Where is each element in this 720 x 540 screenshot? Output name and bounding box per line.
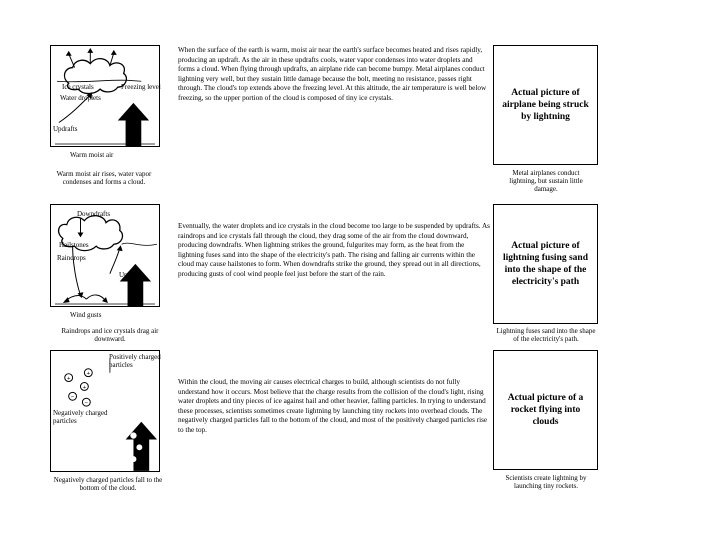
warm-moist-air-label: Warm moist air (70, 151, 114, 159)
picture-placeholder-rocket-label: Actual picture of a rocket flying into clouds (507, 393, 584, 427)
updraft-diagram (50, 45, 160, 147)
updrafts-label: Updrafts (53, 125, 78, 133)
airplane-picture-caption: Metal airplanes conduct lightning, but sustain little damage. (509, 169, 583, 193)
positive-charge-label: Positively charged particles (109, 353, 161, 369)
downdraft-diagram (50, 204, 160, 307)
ice-crystals-label: Ice crystals (62, 83, 94, 91)
svg-text:+: + (66, 376, 71, 383)
negative-charge-label: Negatively charged particles (53, 409, 108, 425)
freezing-level-label: Freezing level (121, 83, 161, 91)
picture-placeholder-airplane-label: Actual picture of airplane being struck by lightning (502, 88, 589, 122)
fulgurite-picture-caption: Lightning fuses sand into the shape of the electricity's path. (496, 327, 596, 343)
raindrops-label: Raindrops (57, 254, 86, 262)
svg-text:+: + (82, 384, 87, 391)
hailstones-label: Hailstones (59, 241, 89, 249)
picture-placeholder-rocket (493, 350, 598, 470)
panel3-paragraph: Within the cloud, the moving air causes electrical charges to build, although scientists do not fully understand how it occurs. Most believe that the charge results from the collision of the cloud's light, rising water droplets and tiny pieces of ice against hail and other heavier, falling particles. In trying to understand these processes, scientists sometimes create lightning by launching tiny rockets into overhead clouds. The negatively charged particles fall to the bottom of the cloud, and most of the positively charged particles rise to the top. (178, 378, 488, 434)
panel2-caption: Raindrops and ice crystals drag air downward. (61, 327, 159, 343)
rocket-picture-caption: Scientists create lightning by launching tiny rockets. (505, 474, 587, 490)
panel1-caption: Warm moist air rises, water vapor condenses and forms a cloud. (56, 170, 152, 186)
water-droplets-label: Water droplets (60, 94, 101, 102)
panel3-caption: Negatively charged particles fall to the bottom of the cloud. (53, 476, 163, 492)
panel2-paragraph: Eventually, the water droplets and ice crystals in the cloud become too large to be suspended by updrafts. As raindrops and ice crystals fall through the cloud, they drag some of the air from the cloud downward, producing downdrafts. When lightning strikes the ground, fulgurites may form, as the heat from the lightning fuses sand into the shape of the electricity's path. The rising and falling air currents within the cloud may cause hailstones to form. When downdrafts strike the ground, they spread out in all directions, producing gusts of cool wind people feel just before the start of the rain. (178, 222, 490, 278)
panel1-paragraph: When the surface of the earth is warm, moist air near the earth's surface becomes heated and rises rapidly, producing an updraft. As the air in these updrafts cools, water vapor condenses into water droplets and forms a cloud. When flying through updrafts, an airplane ride can become bumpy. Metal airplanes conduct lightning very well, but they sustain little damage because the bolt, meeting no resistance, passes right through. The cloud's top extends above the freezing level. At this altitude, the air temperature is well below freezing, so the upper portion of the cloud is composed of tiny ice crystals. (178, 46, 487, 102)
picture-placeholder-fulgurite-label: Actual picture of lightning fusing sand into the shape of the electricity's path (502, 241, 588, 287)
svg-text:−: − (84, 400, 89, 407)
updrafts-label-2: Updrafts (119, 271, 144, 279)
downdrafts-label: Downdrafts (77, 210, 111, 218)
picture-placeholder-fulgurite (493, 204, 598, 324)
charge-diagram (50, 350, 160, 472)
wind-gusts-label: Wind gusts (70, 311, 102, 319)
svg-text:−: − (70, 394, 75, 401)
svg-text:+: + (86, 371, 91, 378)
picture-placeholder-airplane (493, 45, 598, 165)
